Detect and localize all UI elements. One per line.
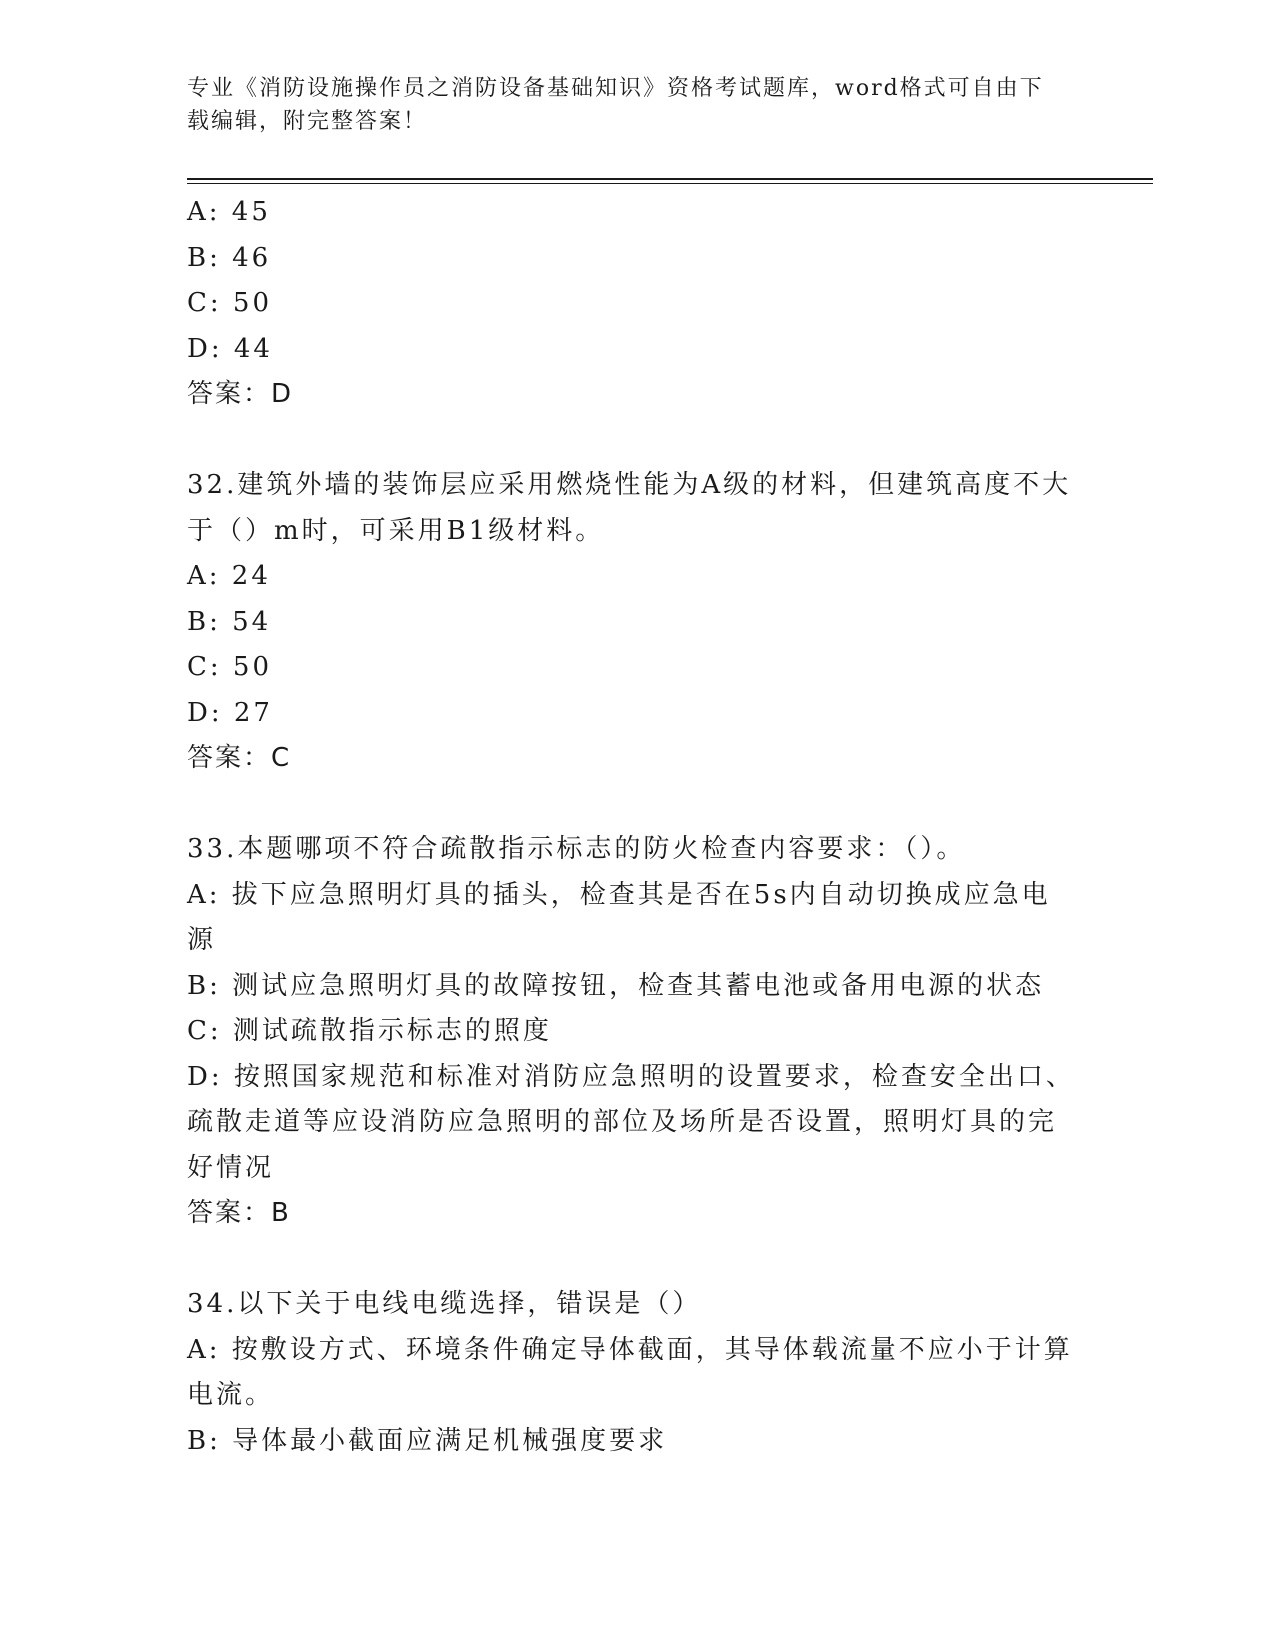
question-31 [187,190,1087,418]
option-a-line-1: A: 拔下应急照明灯具的插头，检查其是否在5s内自动切换成应急电 [187,879,1051,910]
answer-label: 答案：B [187,1198,291,1228]
option-d-line-2: 疏散走道等应设消防应急照明的部位及场所是否设置，照明灯具的完 [187,1107,1058,1137]
spacer [187,1237,1087,1283]
question-list [187,190,1087,1464]
option-a: A: 24 [187,561,271,591]
option-a: A: 45 [187,197,271,227]
option-a-line-2: 电流。 [187,1380,275,1410]
option-b: B: 测试应急照明灯具的故障按钮，检查其蓄电池或备用电源的状态 [187,970,1045,1001]
option-b: B: 46 [187,242,272,273]
option-d-line-3: 好情况 [187,1152,275,1183]
question-stem-line-2: 于（）m时，可采用B1级材料。 [187,515,605,546]
option-c: C: 测试疏散指示标志的照度 [187,1016,552,1046]
header-divider-thick [187,178,1153,180]
question-stem: 34.以下关于电线电缆选择，错误是（） [187,1289,702,1319]
question-stem: 33.本题哪项不符合疏散指示标志的防火检查内容要求：（）。 [187,834,966,864]
spacer [187,782,1087,828]
option-c: C: 50 [187,288,273,318]
option-d: D: 44 [187,333,273,364]
question-32 [187,463,1087,782]
option-a-line-1: A: 按敷设方式、环境条件确定导体截面，其导体载流量不应小于计算 [187,1334,1073,1365]
question-stem-line-1: 32.建筑外墙的装饰层应采用燃烧性能为A级的材料，但建筑高度不大 [187,470,1072,500]
header-title-line-1: 专业《消防设施操作员之消防设备基础知识》资格考试题库，word格式可自由下 [187,76,1044,101]
question-33 [187,827,1087,1237]
option-c: C: 50 [187,652,273,682]
option-b: B: 导体最小截面应满足机械强度要求 [187,1425,668,1456]
option-a-line-2: 源 [187,925,217,955]
header-title-line-2: 载编辑，附完整答案！ [187,109,428,134]
document-header [187,72,1067,138]
option-d: D: 27 [187,697,273,728]
answer-label: 答案：C [187,743,292,773]
option-b: B: 54 [187,606,272,637]
header-divider-thin [187,183,1153,184]
answer-label: 答案：D [187,379,294,409]
question-34 [187,1282,1087,1464]
spacer [187,418,1087,464]
option-d-line-1: D: 按照国家规范和标准对消防应急照明的设置要求，检查安全出口、 [187,1061,1075,1092]
